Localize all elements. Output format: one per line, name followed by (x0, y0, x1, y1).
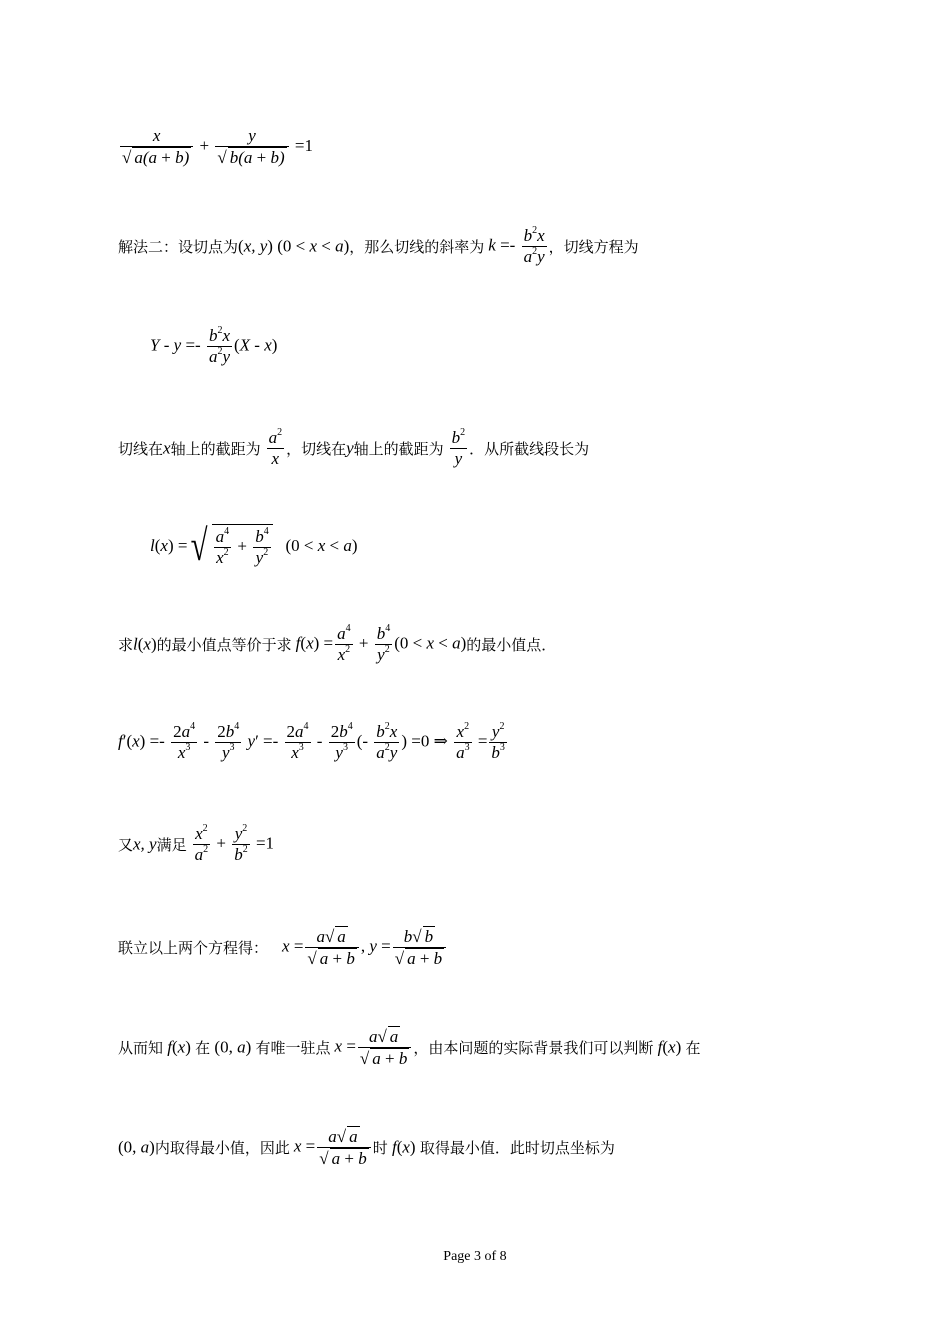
min-equiv-text: 的最小值点等价于求 (156, 636, 292, 654)
at-end-text: 在 (685, 1039, 701, 1057)
intercept-x-text: 切线在 (118, 440, 164, 458)
segment-length-text: ．从所截线段长为 (469, 440, 590, 458)
solution-line: 联立以上两个方程得： x = $\frac{a√ a}{√ a + b}$ , y = $\frac{b√ b}{√ a + b}$ (118, 926, 448, 969)
ellipse-constraint-line: 又x, y满足 $\frac{x^2}{a^2}$ + $\frac{y^2}{b^2}$ =1 (118, 823, 275, 864)
axis-intercept-text: 轴上的截距为 (170, 440, 261, 458)
axis-intercept-text-2: 轴上的截距为 (353, 440, 444, 458)
satisfy-text: 满足 (156, 836, 187, 854)
method2-text: 解法二：设切点为 (118, 238, 239, 256)
method2-line: 解法二：设切点为(x, y) (0 < x < a)，那么切线的斜率为 k =- $\frac{b^2x}{a^2y}$ ，切线方程为 (118, 225, 639, 266)
minimum-equivalence-line: 求l(x)的最小值点等价于求 f(x) = $\frac{a^4}{x^2}$ + $\frac{b^4}{y^2}$ (0 < x < a)的最小值点． (118, 623, 557, 664)
equation-derivative: f′(x) =- $\frac{2a^4}{x^3}$ - $\frac{2b^4}{y^3}$ y′ =- $\frac{2a^4}{x^3}$ - $\frac{2b^4}{y^3}$ (- $\frac{b^2x}{a^2y}$ ) =0 ⇒ $\frac{x^2}{a^3}$ = $\frac{y^2}{b^3}$ (118, 721, 505, 762)
when-text: 时 (372, 1139, 388, 1157)
hence-text: 从而知 (118, 1039, 164, 1057)
min-point-text: 的最小值点． (466, 636, 557, 654)
take-min-text: 取得最小值．此时切点坐标为 (419, 1139, 615, 1157)
page-footer: Page 3 of 8 (443, 1249, 507, 1264)
comma-intercept-y-text: ，切线在 (286, 440, 347, 458)
equation-segment-length: l(x) =√ $\frac{a^4}{x^2}$ + $\frac{b^4}{y^2}$ (0 < x < a) (150, 521, 358, 570)
at-text: 在 (195, 1039, 211, 1057)
unique-stationary-text: 有唯一驻点 (255, 1039, 331, 1057)
equation-tangent: Y - y =- $\frac{b^2x}{a^2y}$ (X - x) (150, 325, 278, 366)
seek-text: 求 (118, 636, 134, 654)
slope-intro-text: ，那么切线的斜率为 (349, 238, 485, 256)
tangent-eq-intro-text: ，切线方程为 (548, 238, 639, 256)
intercepts-line: 切线在x轴上的截距为 $\frac{a^2}{x}$ ，切线在y轴上的截距为 $\frac{b^2}{y}$ ．从所截线段长为 (118, 427, 590, 468)
by-background-text: ，由本问题的实际背景我们可以判断 (413, 1039, 654, 1057)
also-text: 又 (118, 836, 134, 854)
minimum-attained-line: (0, a)内取得最小值，因此 x = $\frac{a√ a}{√ a + b}$ 时 f(x) 取得最小值．此时切点坐标为 (118, 1127, 615, 1168)
combine-text: 联立以上两个方程得： (118, 939, 269, 957)
equation-tangent-line-result: $\frac{x}{√ a(a + b)}$ + $\frac{y}{√ b(a + b)}$ =1 (122, 126, 313, 167)
stationary-point-line: 从而知 f(x) 在 (0, a) 有唯一驻点 x = $\frac{a√ a}{√ a + b}$ ，由本问题的实际背景我们可以判断 f(x) 在 (118, 1027, 701, 1068)
within-min-text: 内取得最小值，因此 (154, 1139, 290, 1157)
